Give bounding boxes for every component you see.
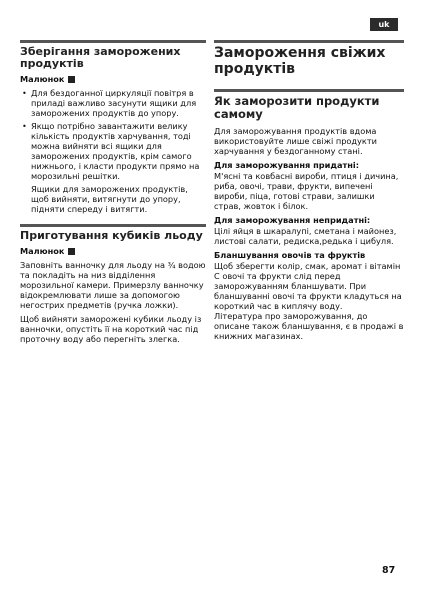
list-item: • Для бездоганної циркуляції повітря в приладі важливо засунути ящики для заморожених продуктів до упору.: [31, 88, 206, 118]
ice-text-1: Заповніть ванночку для льоду на ¾ водою та покладіть на низ відділення морозильної камери. Примерзлу ванночку відокремлювати лише за допомогою негострих предметів (ручка ложки).: [20, 260, 206, 311]
language-tab: uk: [370, 18, 398, 31]
section-rule: [20, 224, 206, 227]
literature-text: Література про заморожування, до описане також бланшування, є в продажі в книжних магазинах.: [214, 310, 404, 341]
figure-square-icon: [68, 248, 75, 255]
left-column: [20, 40, 206, 348]
section-title-storage: Зберігання заморожених продуктів: [20, 45, 181, 71]
unsuitable-text: Цілі яйця в шкаралупі, сметана і майонез, листові салати, редиска,редька і цибуля.: [214, 225, 397, 246]
drawer-removal-text: Ящики для заморожених продуктів, щоб вийняти, витягнути до упору, підняти спереду і витягти.: [31, 184, 188, 215]
blanching-text: Щоб зберегти колір, смак, аромат і вітамін С овочі та фрукти слід перед заморожуванням бланшувати. При бланшуванні овочі та фрукти кладуться на короткий час в киплячу воду.: [214, 260, 402, 311]
figure-label: Малюнок: [20, 74, 65, 85]
right-column: [214, 40, 404, 345]
page-number: 87: [382, 565, 396, 576]
blanching-heading: Бланшування овочів та фруктів: [214, 249, 366, 260]
storage-bullet-list: [20, 88, 206, 181]
section-rule: [214, 40, 404, 43]
subsection-rule: [214, 89, 404, 92]
subsection-title: Як заморозити продукти самому: [214, 94, 380, 121]
figure-ref: [20, 246, 206, 256]
section-title-freezing: Замороження свіжих продуктів: [214, 45, 386, 77]
section-title-ice-cubes: Приготування кубиків льоду: [20, 229, 203, 243]
list-item: • Якщо потрібно завантажити велику кількість продуктів харчування, тоді можна вийняти всі ящики для заморожених продуктів, крім самого нижнього, і класти продукти прямо на морозильні решітки.: [31, 121, 206, 181]
unsuitable-heading: Для заморожування непридатні:: [214, 214, 371, 225]
figure-label: Малюнок: [20, 246, 65, 257]
intro-text: Для заморожування продуктів вдома використовуйте лише свіжі продукти харчування у бездоганному стані.: [214, 125, 377, 156]
section-rule: [20, 40, 206, 43]
figure-square-icon: [68, 76, 75, 83]
suitable-heading: Для заморожування придатні:: [214, 159, 359, 170]
figure-ref: [20, 74, 206, 84]
suitable-text: М'ясні та ковбасні вироби, птиця і дичина, риба, овочі, трави, фрукти, випечені вироби, піца, готові страви, залишки страв, жовток і білок.: [214, 170, 399, 211]
ice-text-2: Щоб вийняти заморожені кубики льоду із ванночки, опустіть її на короткий час під проточну воду або перегніть злегка.: [20, 314, 202, 345]
